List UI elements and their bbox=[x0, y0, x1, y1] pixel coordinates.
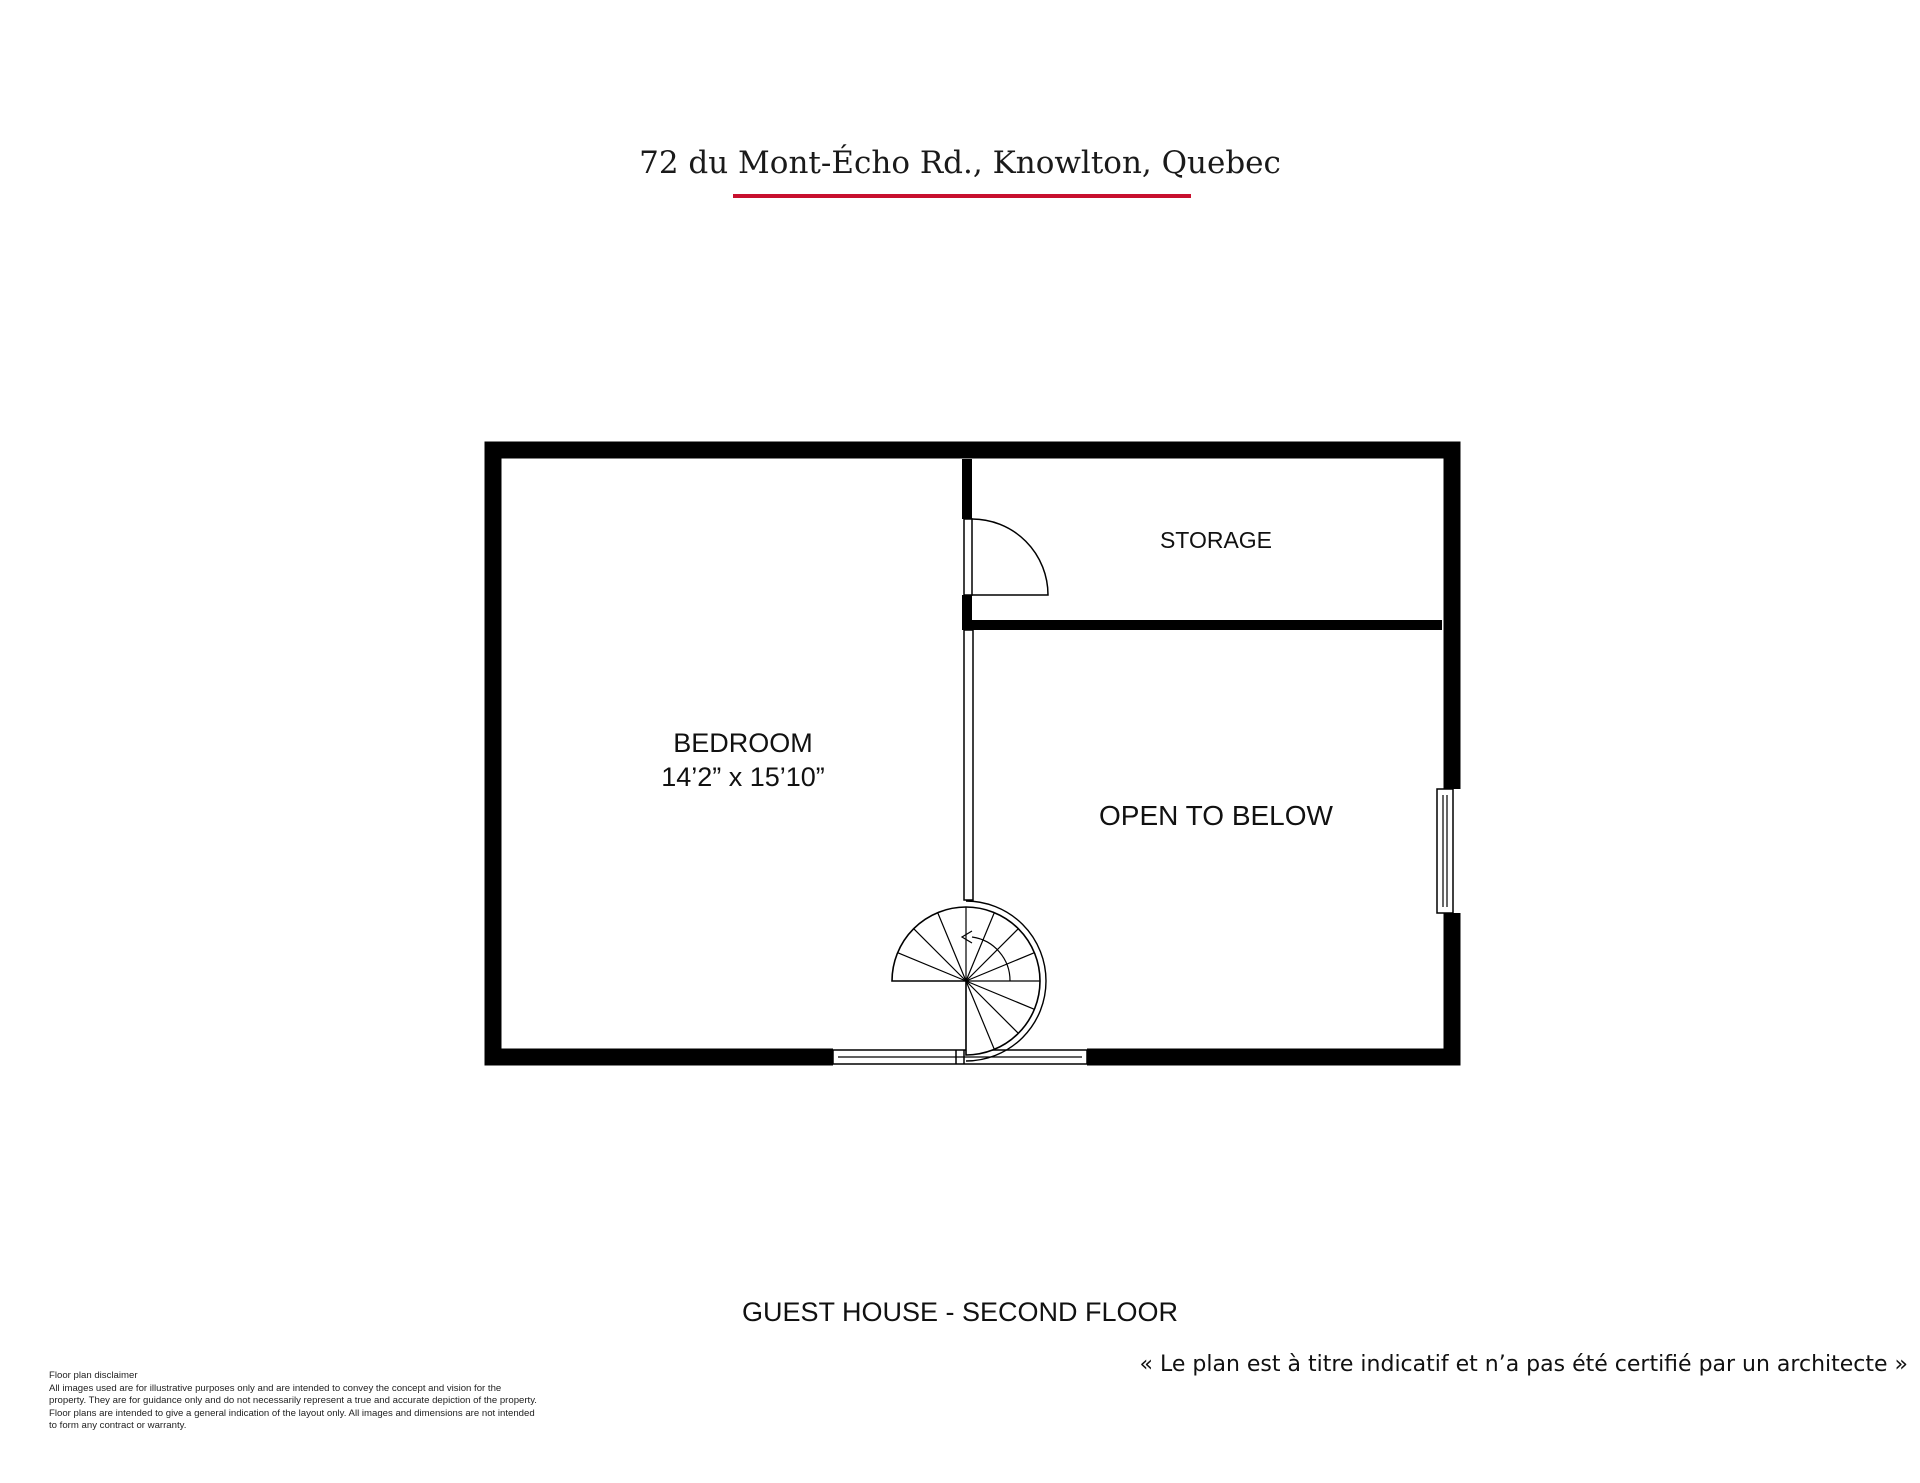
certification-note: « Le plan est à titre indicatif et n’a pas été certifié par un architecte » bbox=[1139, 1352, 1908, 1377]
disclaimer-text: All images used are for illustrative purposes only and are intended to convey the concept and vision for the property. They are for guidance only and do not necessarily represent a true and accurate depiction of the property. Floor plans are intended to give a general indication of the layout only. All images and dimensions are not intended to form any contract or warranty. bbox=[49, 1382, 537, 1432]
storage-door-leaf bbox=[964, 519, 972, 595]
storage-door-swing bbox=[972, 519, 1048, 595]
bedroom-dimensions: 14’2” x 15’10” bbox=[661, 762, 825, 792]
bedroom-name: BEDROOM bbox=[673, 728, 813, 758]
partition-wall bbox=[964, 630, 973, 900]
window-right bbox=[1437, 789, 1453, 913]
storage-label: STORAGE bbox=[1159, 527, 1273, 553]
page-title: 72 du Mont-Écho Rd., Knowlton, Quebec bbox=[639, 145, 1281, 181]
disclaimer-title: Floor plan disclaimer bbox=[49, 1370, 138, 1381]
spiral-staircase bbox=[892, 901, 1046, 1061]
floor-label: GUEST HOUSE - SECOND FLOOR bbox=[741, 1297, 1179, 1327]
wall-storage-bottom bbox=[962, 620, 1442, 630]
open-to-below-label: OPEN TO BELOW bbox=[1099, 800, 1333, 831]
disclaimer bbox=[49, 1370, 539, 1433]
bedroom-label bbox=[593, 726, 893, 794]
